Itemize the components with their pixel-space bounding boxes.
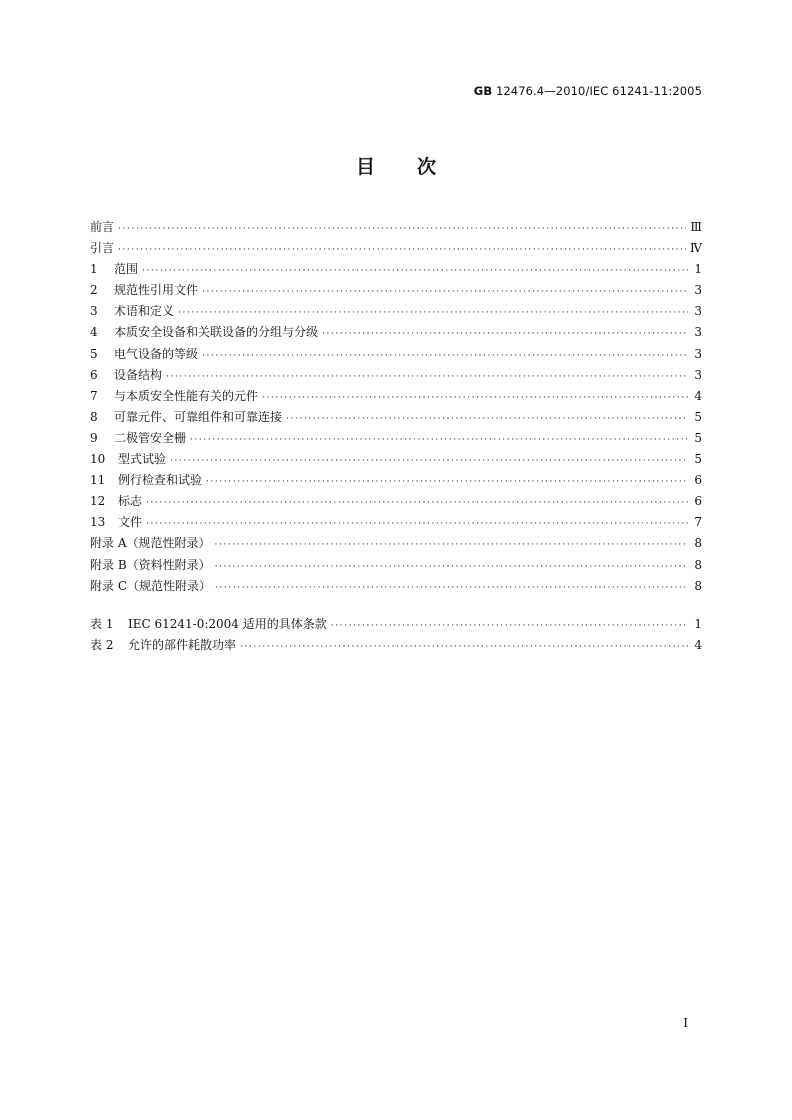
toc-entry[interactable] — [90, 512, 702, 533]
entry-page-number: 5 — [694, 430, 702, 445]
entry-label: 可靠元件、可靠组件和可靠连接 — [114, 409, 283, 424]
entry-title — [90, 428, 186, 449]
entry-page-number: 4 — [694, 388, 702, 403]
toc-entry[interactable] — [90, 533, 702, 554]
entry-label: 标志 — [118, 494, 143, 509]
entry-number: 表 2 — [90, 638, 114, 653]
entry-number: 6 — [90, 367, 98, 382]
entry-title — [90, 322, 318, 343]
entry-label: 电气设备的等级 — [114, 346, 199, 361]
entry-number: 11 — [90, 473, 106, 488]
entry-label: 设备结构 — [114, 367, 163, 382]
entry-title — [90, 238, 114, 259]
entry-page-number: 5 — [694, 409, 702, 424]
dot-leader — [214, 535, 688, 556]
entry-title — [90, 614, 327, 635]
entry-number: 2 — [90, 283, 98, 298]
dot-leader — [146, 493, 688, 514]
entry-label: 附录 B（资料性附录） — [90, 557, 211, 572]
dot-leader — [178, 303, 688, 324]
toc-entry[interactable] — [90, 470, 702, 491]
standard-number: 12476.4—2010/IEC 61241-11:2005 — [492, 84, 702, 98]
table-list-entry[interactable] — [90, 614, 702, 635]
toc-entry[interactable] — [90, 576, 702, 597]
entry-title — [90, 491, 142, 512]
dot-leader — [262, 388, 688, 409]
entry-number: 7 — [90, 388, 98, 403]
entry-title — [90, 217, 114, 238]
entry-label: 附录 A（规范性附录） — [90, 536, 211, 551]
entry-page-number: Ⅲ — [690, 220, 702, 234]
dot-leader — [206, 472, 688, 493]
entry-title — [90, 259, 138, 280]
toc-entry[interactable] — [90, 344, 702, 365]
entry-label: IEC 61241-0:2004 适用的具体条款 — [128, 617, 327, 631]
entry-label: 文件 — [118, 515, 143, 530]
entry-title — [90, 512, 142, 533]
table-list-entry[interactable] — [90, 635, 702, 656]
dot-leader — [166, 367, 688, 388]
entry-page-number: 8 — [694, 557, 702, 572]
entry-page-number: 3 — [694, 304, 702, 319]
entry-label: 范围 — [114, 262, 139, 277]
entry-number: 8 — [90, 409, 98, 424]
title-part-2: 次 — [417, 156, 437, 178]
entry-label: 引言 — [90, 241, 115, 256]
entry-label: 二极管安全栅 — [114, 430, 187, 445]
dot-leader — [146, 514, 688, 535]
entry-title — [90, 386, 258, 407]
entry-title — [90, 635, 236, 656]
toc-entry[interactable] — [90, 238, 702, 259]
entry-label: 规范性引用文件 — [114, 283, 199, 298]
entry-page-number: 3 — [694, 283, 702, 298]
toc-entry[interactable] — [90, 386, 702, 407]
toc-entry[interactable] — [90, 555, 702, 576]
entry-title — [90, 576, 211, 597]
toc-entry[interactable] — [90, 449, 702, 470]
dot-leader — [240, 637, 688, 658]
entry-label: 附录 C（规范性附录） — [90, 578, 211, 593]
dot-leader — [215, 578, 688, 599]
entry-page-number: 5 — [694, 452, 702, 467]
entry-page-number: 7 — [694, 515, 702, 530]
dot-leader — [142, 261, 688, 282]
toc-entry[interactable] — [90, 322, 702, 343]
toc-entry[interactable] — [90, 280, 702, 301]
entry-page-number: 3 — [694, 367, 702, 382]
entry-page-number: 3 — [694, 325, 702, 340]
entry-title — [90, 449, 166, 470]
entry-number: 13 — [90, 515, 106, 530]
entry-page-number: 3 — [694, 346, 702, 361]
entry-page-number: 6 — [694, 494, 702, 509]
entry-label: 前言 — [90, 220, 115, 234]
table-of-contents — [90, 217, 702, 597]
dot-leader — [190, 430, 688, 451]
entry-number: 5 — [90, 346, 98, 361]
entry-title — [90, 344, 198, 365]
entry-number: 10 — [90, 452, 106, 467]
entry-number: 12 — [90, 494, 106, 509]
dot-leader — [322, 324, 688, 345]
dot-leader — [331, 616, 688, 637]
entry-page-number: 8 — [694, 536, 702, 551]
entry-title — [90, 280, 198, 301]
standard-prefix: GB — [473, 84, 493, 98]
dot-leader — [202, 346, 688, 367]
toc-entry[interactable] — [90, 301, 702, 322]
entry-title — [90, 301, 174, 322]
entry-label: 术语和定义 — [114, 304, 175, 319]
toc-entry[interactable] — [90, 217, 702, 238]
dot-leader — [202, 282, 688, 303]
dot-leader — [170, 451, 688, 472]
entry-number: 表 1 — [90, 617, 114, 631]
entry-page-number: 4 — [694, 638, 702, 653]
entry-number: 4 — [90, 325, 98, 340]
toc-entry[interactable] — [90, 259, 702, 280]
entry-page-number: 1 — [694, 617, 702, 631]
entry-label: 例行检查和试验 — [118, 473, 203, 488]
title-part-1: 目 — [355, 156, 375, 178]
entry-title — [90, 470, 202, 491]
dot-leader — [286, 409, 688, 430]
page-title — [0, 152, 792, 179]
toc-entry[interactable] — [90, 491, 702, 512]
entry-page-number: Ⅳ — [690, 241, 702, 256]
entry-page-number: 6 — [694, 473, 702, 488]
list-of-tables — [90, 614, 702, 656]
entry-number: 9 — [90, 430, 98, 445]
page-number: Ⅰ — [683, 1016, 688, 1030]
entry-label: 本质安全设备和关联设备的分组与分级 — [114, 325, 319, 340]
toc-entry[interactable] — [90, 428, 702, 449]
entry-number: 3 — [90, 304, 98, 319]
entry-page-number: 8 — [694, 578, 702, 593]
entry-title — [90, 365, 162, 386]
entry-number: 1 — [90, 262, 98, 277]
entry-label: 与本质安全性能有关的元件 — [114, 388, 259, 403]
dot-leader — [118, 219, 686, 240]
dot-leader — [118, 240, 686, 261]
entry-label: 型式试验 — [118, 452, 167, 467]
entry-title — [90, 555, 211, 576]
entry-page-number: 1 — [694, 262, 702, 277]
toc-entry[interactable] — [90, 365, 702, 386]
dot-leader — [215, 557, 688, 578]
entry-title — [90, 407, 282, 428]
toc-entry[interactable] — [90, 407, 702, 428]
entry-title — [90, 533, 210, 554]
entry-label: 允许的部件耗散功率 — [128, 638, 237, 653]
document-code-header — [474, 84, 702, 98]
